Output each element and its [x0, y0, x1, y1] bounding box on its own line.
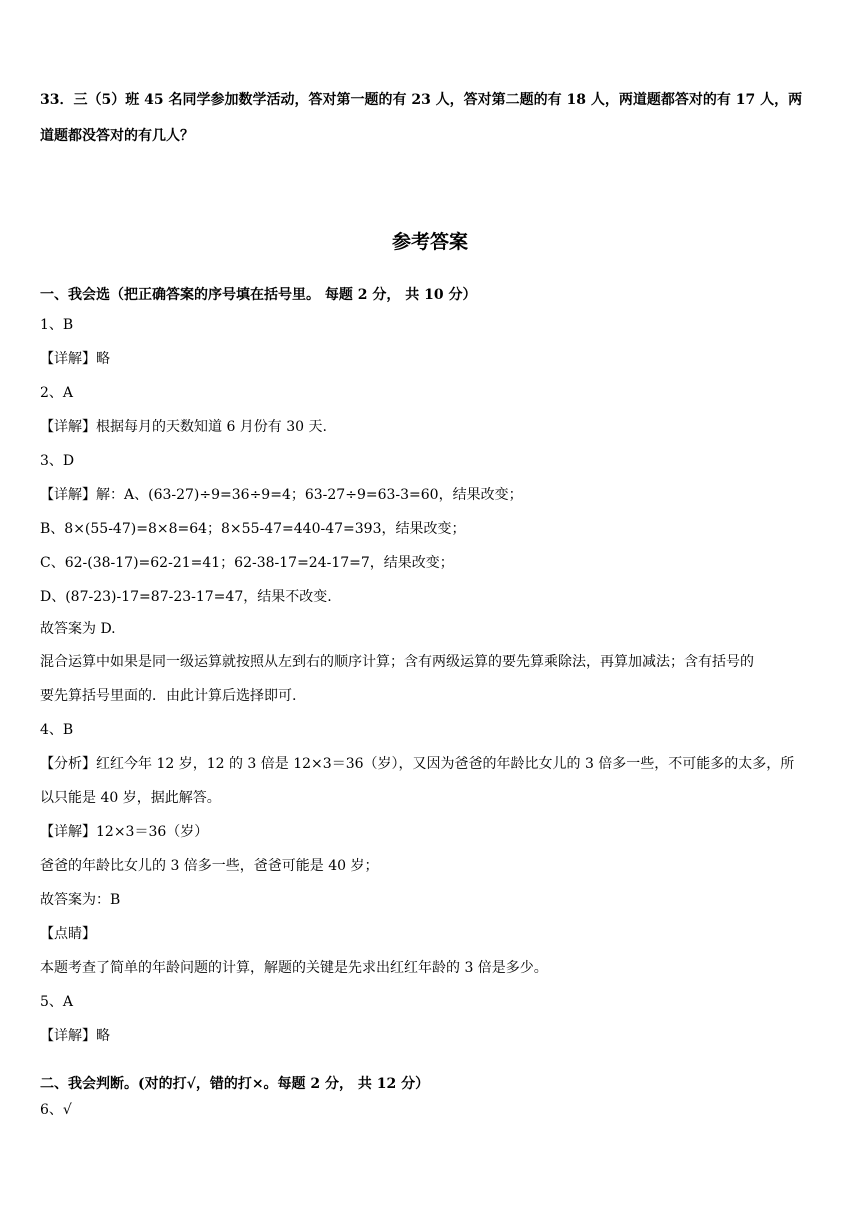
- explanation-4-conclusion: 故答案为：B: [40, 892, 121, 908]
- explanation-2: 【详解】根据每月的天数知道 6 月份有 30 天.: [40, 419, 327, 435]
- analysis-4-line-1: 【分析】红红今年 12 岁，12 的 3 倍是 12×3＝36（岁），又因为爸爸的年龄比女儿的 3 倍多一些，不可能多的太多，所: [40, 756, 795, 772]
- answer-3: 3、D: [40, 453, 75, 469]
- answer-title: 参考答案: [391, 231, 468, 253]
- answer-1: 1、B: [40, 317, 74, 333]
- explanation-4-line-b: 爸爸的年龄比女儿的 3 倍多一些，爸爸可能是 40 岁；: [40, 858, 379, 874]
- answer-2: 2、A: [40, 385, 74, 401]
- explanation-1: 【详解】略: [40, 351, 110, 367]
- question-33-line-2: 道题都没答对的有几人？: [40, 128, 194, 144]
- explanation-3-line-b: B、8×(55-47)=8×8=64；8×55-47=440-47=393，结果改变；: [40, 521, 466, 537]
- comment-4-text: 本题考查了简单的年龄问题的计算，解题的关键是先求出红红年龄的 3 倍是多少。: [40, 960, 548, 976]
- explanation-3-line-a: 【详解】解：A、(63-27)÷9=36÷9=4；63-27÷9=63-3=60，结果改变；: [40, 487, 523, 503]
- explanation-5: 【详解】略: [40, 1028, 110, 1044]
- explanation-3-line-d: D、(87-23)-17=87-23-17=47，结果不改变.: [40, 589, 332, 605]
- explanation-4: 【详解】12×3＝36（岁）: [40, 824, 209, 840]
- explanation-3-note-line-1: 混合运算中如果是同一级运算就按照从左到右的顺序计算；含有两级运算的要先算乘除法，再算加减法；含有括号的: [40, 654, 754, 670]
- section-1-heading: 一、我会选（把正确答案的序号填在括号里。 每题 2 分， 共 10 分）: [40, 287, 477, 303]
- answer-6: 6、√: [40, 1102, 72, 1118]
- explanation-3-conclusion: 故答案为 D.: [40, 621, 116, 637]
- analysis-4-line-2: 以只能是 40 岁，据此解答。: [40, 790, 221, 806]
- explanation-3-note-line-2: 要先算括号里面的．由此计算后选择即可.: [40, 688, 297, 704]
- explanation-3-line-c: C、62-(38-17)=62-21=41；62-38-17=24-17=7，结果改变；: [40, 555, 454, 571]
- answer-5: 5、A: [40, 994, 74, 1010]
- comment-4-heading: 【点睛】: [40, 926, 96, 942]
- answer-4: 4、B: [40, 722, 74, 738]
- section-2-heading: 二、我会判断。(对的打√，错的打×。每题 2 分， 共 12 分）: [40, 1076, 430, 1092]
- question-33-line-1: 33．三（5）班 45 名同学参加数学活动，答对第一题的有 23 人，答对第二题的有 18 人，两道题都答对的有 17 人，两: [40, 92, 803, 108]
